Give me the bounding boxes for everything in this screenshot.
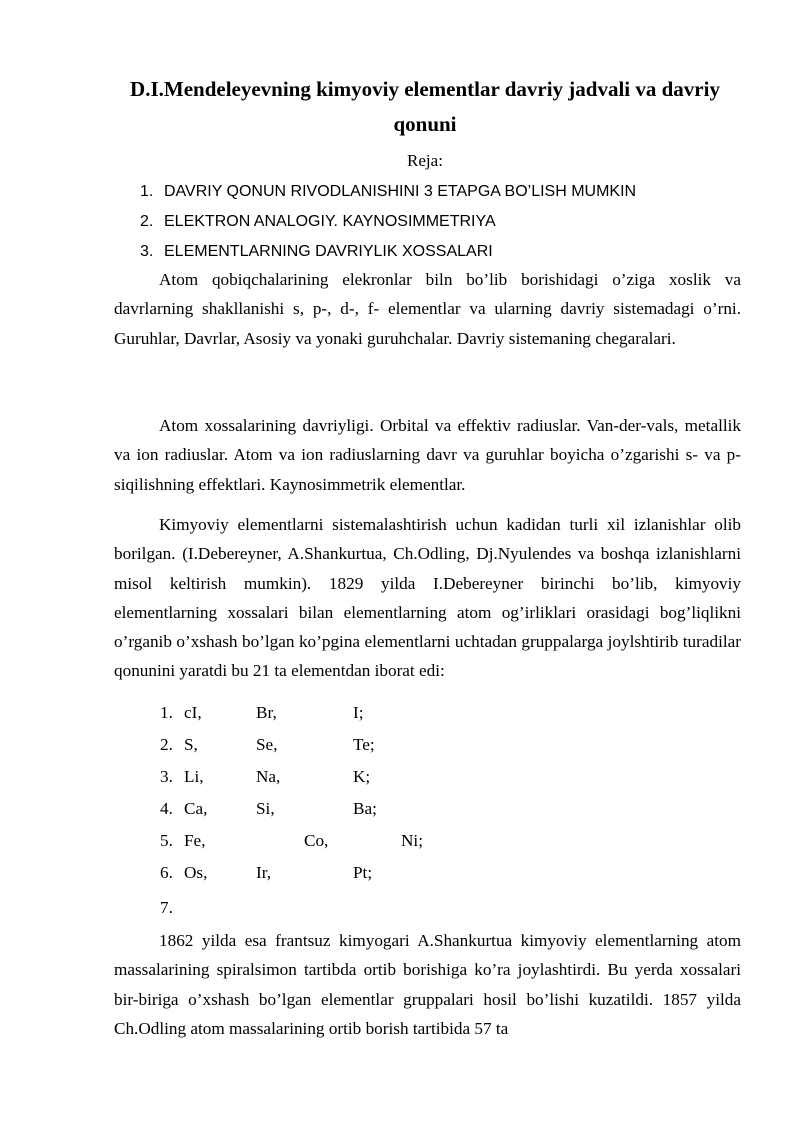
triad-element: S, [184,735,198,754]
triad-element: Os, [184,863,208,882]
triad-element: Te; [353,735,375,754]
triad-number: 5. [160,831,173,850]
plan-item [140,241,750,263]
triad-number: 4. [160,799,173,818]
paragraph: Kimyoviy elementlarni sistemalashtirish uchun kadidan turli xil izlanishlar olib borilgan. (I.Debereyner, A.Shankurtua, Ch.Odling, Dj.Nyulendes va boshqa izlanishlarni misol keltirish mumkin). 1829 yilda I.Debereyner birinchi bo’lib, kimyoviy elementlarning xossalari bilan elementlarning atom og’irliklari orasidagi bog’liqlikni o’rganib o’xshash bo’lgan ko’pgina elementlarni uchtadan gruppalarga joylshtirib turadilar qonunini yaratdi bu 21 ta elementdan iborat edi: [114,515,741,681]
plan-heading: Reja: [407,151,443,170]
triad-number: 1. [160,703,173,722]
paragraph: 1862 yilda esa frantsuz kimyogari A.Shankurtua kimyoviy elementlarning atom massalarining spiralsimon tartibda ortib borishiga ko’ra joylashtirdi. Bu yerda xossalari bir-biriga o’xshash bo’lgan elementlar gruppalari hosil bo’lishi kuzatildi. 1857 yilda Ch.Odling atom massalarining ortib borish tartibida 57 ta [114,931,741,1038]
plan-item [140,211,750,233]
triad-element: Fe, [184,831,206,850]
triad-element: I; [353,703,364,722]
triad-element: Ca, [184,799,208,818]
triad-element: K; [353,767,371,786]
paragraph: Atom xossalarining davriyligi. Orbital va effektiv radiuslar. Van-der-vals, metallik va ion radiuslar. Atom va ion radiuslarning davr va guruhlar boyicha o’zgarishi s- va p- siqilishning effektlari. Kaynosimmetrik elementlar. [114,416,741,494]
document-title: D.I.Mendeleyevning kimyoviy elementlar davriy jadvali va davriy qonuni [130,77,720,136]
triad-element: Li, [184,767,204,786]
plan-item-text: DAVRIY QONUN RIVODLANISHINI 3 ETAPGA BO’LISH MUMKIN [164,183,637,200]
paragraph: Atom qobiqchalarining elekronlar biln bo’lib borishidagi o’ziga xoslik va davrlarning shakllanishi s, p-, d-, f- elementlar va ularning davriy sistemadagi o’rni. Guruhlar, Davrlar, Asosiy va yonaki guruhchalar. Davriy sistemaning chegaralari. [114,270,741,348]
triad-number: 6. [160,863,173,882]
triad-element: Co, [304,831,329,850]
plan-item-number: 1. [140,183,154,200]
triad-element: Si, [256,799,275,818]
plan-item [140,181,750,203]
triad-element: Se, [256,735,278,754]
triad-element: Pt; [353,863,373,882]
plan-item-number: 2. [140,213,154,230]
triad-element: Br, [256,703,277,722]
triad-number: 7. [160,898,173,917]
triad-element: Ni; [401,831,423,850]
plan-item-text: ELEMENTLARNING DAVRIYLIK XOSSALARI [164,243,493,260]
triad-element: cI, [184,703,202,722]
triad-element: Na, [256,767,281,786]
triad-element: Ir, [256,863,272,882]
plan-item-number: 3. [140,243,154,260]
triad-number: 3. [160,767,173,786]
triad-number: 2. [160,735,173,754]
triad-element: Ba; [353,799,377,818]
plan-item-text: ELEKTRON ANALOGIY. KAYNOSIMMETRIYA [164,213,496,230]
